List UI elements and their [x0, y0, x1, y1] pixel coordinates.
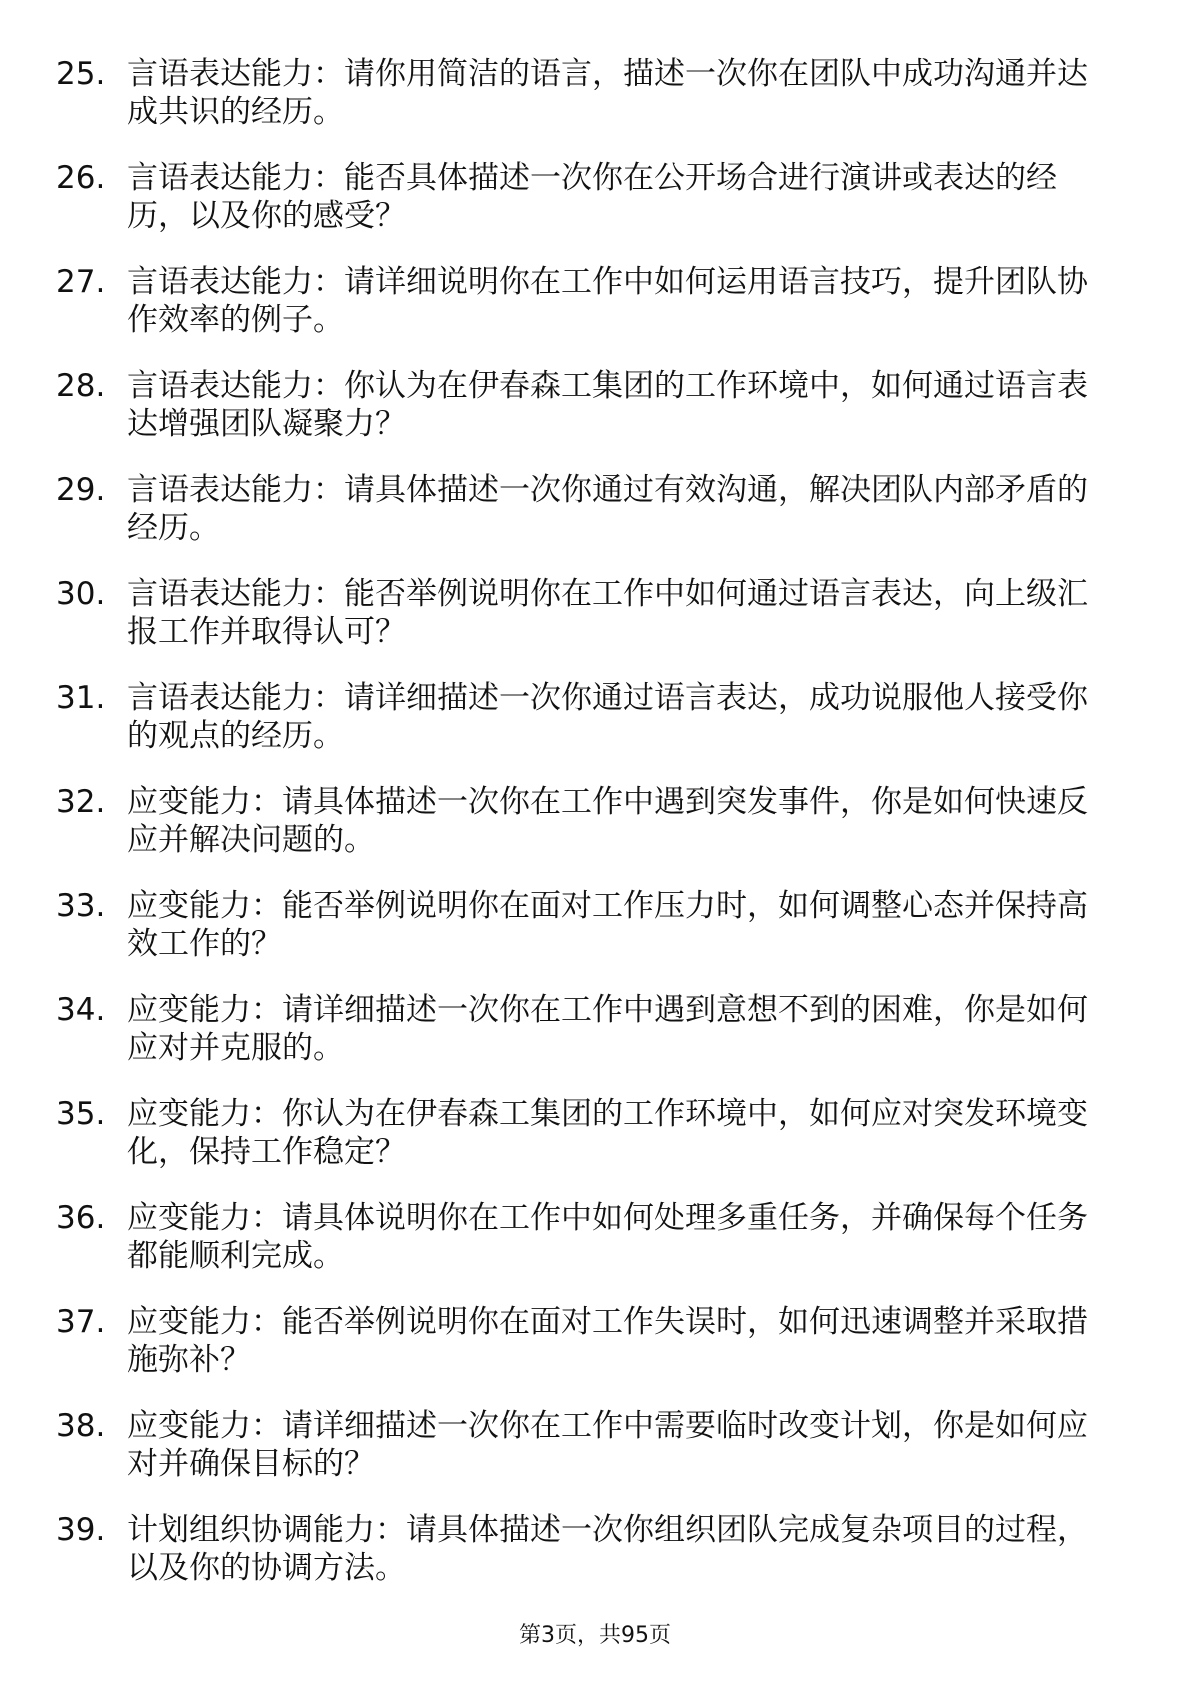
- question-text: 言语表达能力：能否举例说明你在工作中如何通过语言表达，向上级汇报工作并取得认可？: [127, 576, 1088, 650]
- question-number: 29.: [56, 472, 106, 508]
- question-number: 27.: [56, 264, 106, 300]
- question-number: 33.: [56, 888, 106, 924]
- question-item: [0, 1303, 1190, 1407]
- page-footer: [0, 1622, 1190, 1650]
- question-text: 计划组织协调能力：请具体描述一次你组织团队完成复杂项目的过程，以及你的协调方法。: [127, 1512, 1088, 1586]
- question-text: 应变能力：你认为在伊春森工集团的工作环境中，如何应对突发环境变化，保持工作稳定？: [127, 1096, 1088, 1170]
- question-list: [0, 55, 1190, 1615]
- question-item: [0, 1407, 1190, 1511]
- question-text: 应变能力：能否举例说明你在面对工作失误时，如何迅速调整并采取措施弥补？: [127, 1304, 1088, 1378]
- question-item: [0, 575, 1190, 679]
- question-number: 28.: [56, 368, 106, 404]
- question-text: 言语表达能力：请详细描述一次你通过语言表达，成功说服他人接受你的观点的经历。: [127, 680, 1088, 754]
- question-item: [0, 471, 1190, 575]
- question-number: 32.: [56, 784, 106, 820]
- question-text: 应变能力：请具体说明你在工作中如何处理多重任务，并确保每个任务都能顺利完成。: [127, 1200, 1088, 1274]
- question-text: 言语表达能力：请具体描述一次你通过有效沟通，解决团队内部矛盾的经历。: [127, 472, 1088, 546]
- question-number: 25.: [56, 56, 106, 92]
- question-item: [0, 1199, 1190, 1303]
- question-text: 应变能力：请详细描述一次你在工作中遇到意想不到的困难，你是如何应对并克服的。: [127, 992, 1088, 1066]
- question-number: 37.: [56, 1304, 106, 1340]
- question-text: 应变能力：请详细描述一次你在工作中需要临时改变计划，你是如何应对并确保目标的？: [127, 1408, 1088, 1482]
- question-number: 30.: [56, 576, 106, 612]
- question-item: [0, 783, 1190, 887]
- question-number: 36.: [56, 1200, 106, 1236]
- question-text: 应变能力：能否举例说明你在面对工作压力时，如何调整心态并保持高效工作的？: [127, 888, 1088, 962]
- question-number: 26.: [56, 160, 106, 196]
- question-text: 言语表达能力：你认为在伊春森工集团的工作环境中，如何通过语言表达增强团队凝聚力？: [127, 368, 1088, 442]
- question-text: 言语表达能力：能否具体描述一次你在公开场合进行演讲或表达的经历，以及你的感受？: [127, 160, 1057, 234]
- question-number: 31.: [56, 680, 106, 716]
- question-number: 35.: [56, 1096, 106, 1132]
- question-item: [0, 1511, 1190, 1615]
- question-item: [0, 263, 1190, 367]
- question-number: 38.: [56, 1408, 106, 1444]
- question-item: [0, 367, 1190, 471]
- question-item: [0, 1095, 1190, 1199]
- question-item: [0, 887, 1190, 991]
- question-item: [0, 991, 1190, 1095]
- question-item: [0, 55, 1190, 159]
- question-text: 应变能力：请具体描述一次你在工作中遇到突发事件，你是如何快速反应并解决问题的。: [127, 784, 1088, 858]
- question-number: 34.: [56, 992, 106, 1028]
- question-item: [0, 679, 1190, 783]
- question-text: 言语表达能力：请你用简洁的语言，描述一次你在团队中成功沟通并达成共识的经历。: [127, 56, 1088, 130]
- question-number: 39.: [56, 1512, 106, 1548]
- question-text: 言语表达能力：请详细说明你在工作中如何运用语言技巧，提升团队协作效率的例子。: [127, 264, 1088, 338]
- question-item: [0, 159, 1190, 263]
- page-number-label: 第3页，共95页: [519, 1623, 671, 1648]
